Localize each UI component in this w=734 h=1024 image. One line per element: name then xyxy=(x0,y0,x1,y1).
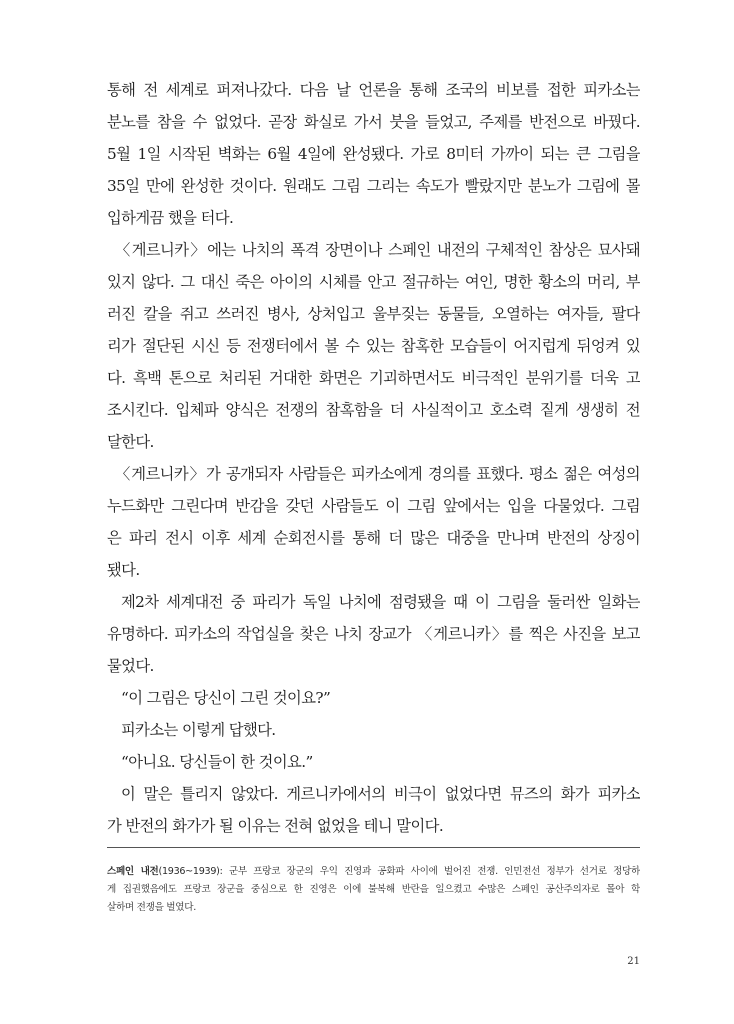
body-line: 〈게르니카〉에는 나치의 폭격 장면이나 스페인 내전의 구체적인 참상은 묘사돼 xyxy=(115,241,640,259)
body-line: 35일 만에 완성한 것이다. 원래도 그림 그리는 속도가 빨랐지만 분노가 그림에 몰 xyxy=(107,177,640,195)
body-line: 〈게르니카〉가 공개되자 사람들은 피카소에게 경의를 표했다. 평소 젊은 여성의 xyxy=(115,465,640,483)
footnote-term: 스페인 내전 xyxy=(107,866,159,877)
body-line: 5월 1일 시작된 벽화는 6월 4일에 완성됐다. 가로 8미터 가까이 되는 큰 그림을 xyxy=(107,145,640,163)
body-line: 다. 흑백 톤으로 처리된 거대한 화면은 기괴하면서도 비극적인 분위기를 더욱 고 xyxy=(107,369,640,387)
footnote-divider xyxy=(107,847,640,848)
body-line: 됐다. xyxy=(107,561,140,579)
body-line: 조시킨다. 입체파 양식은 전쟁의 참혹함을 더 사실적이고 호소력 짙게 생생히 전 xyxy=(107,401,640,419)
body-line: 러진 칼을 쥐고 쓰러진 병사, 상처입고 울부짖는 동물들, 오열하는 여자들, 팔다 xyxy=(107,305,640,323)
body-line: 제2차 세계대전 중 파리가 독일 나치에 점령됐을 때 이 그림을 둘러싼 일화는 xyxy=(121,593,640,611)
body-line: 피카소는 이렇게 답했다. xyxy=(121,721,276,739)
body-line: “이 그림은 당신이 그린 것이요?” xyxy=(121,689,331,707)
footnote-line: 게 집권했음에도 프랑코 장군을 중심으로 한 진영은 이에 불복해 반란을 일으켰고 수많은 스페인 공산주의자로 몰아 학 xyxy=(107,884,640,895)
body-line: 있지 않다. 그 대신 죽은 아이의 시체를 안고 절규하는 여인, 명한 황소의 머리, 부 xyxy=(107,273,640,291)
body-line: 이 말은 틀리지 않았다. 게르니카에서의 비극이 없었다면 뮤즈의 화가 피카소 xyxy=(121,785,640,803)
footnote-line xyxy=(107,863,640,881)
footnote-text: (1936~1939): 군부 프랑코 장군의 우익 진영과 공화파 사이에 벌어진 전쟁. 인민전선 정부가 선거로 정당하 xyxy=(158,866,640,877)
body-line: 통해 전 세계로 퍼져나갔다. 다음 날 언론을 통해 조국의 비보를 접한 피카소는 xyxy=(107,81,640,99)
footnote xyxy=(107,863,640,917)
body-line: 누드화만 그린다며 반감을 갖던 사람들도 이 그림 앞에서는 입을 다물었다. 그림 xyxy=(107,497,640,515)
body-line: 유명하다. 피카소의 작업실을 찾은 나치 장교가 〈게르니카〉를 찍은 사진을 보고 xyxy=(107,625,640,643)
body-line: 은 파리 전시 이후 세계 순회전시를 통해 더 많은 대중을 만나며 반전의 상징이 xyxy=(107,529,640,547)
body-line: 리가 절단된 시신 등 전쟁터에서 볼 수 있는 참혹한 모습들이 어지럽게 뒤엉켜 있 xyxy=(107,337,640,355)
body-line: 입하게끔 했을 터다. xyxy=(107,209,234,227)
body-line: 가 반전의 화가가 될 이유는 전혀 없었을 테니 말이다. xyxy=(107,817,444,835)
page-number: 21 xyxy=(627,956,640,967)
body-line: 분노를 참을 수 없었다. 곧장 화실로 가서 붓을 들었고, 주제를 반전으로 바꿨다. xyxy=(107,113,640,131)
body-line: 물었다. xyxy=(107,657,154,675)
body-line: 달한다. xyxy=(107,433,154,451)
body-line: “아니요. 당신들이 한 것이요.” xyxy=(121,753,313,771)
body-text xyxy=(107,74,640,842)
footnote-line: 살하며 전쟁을 벌였다. xyxy=(107,902,196,913)
